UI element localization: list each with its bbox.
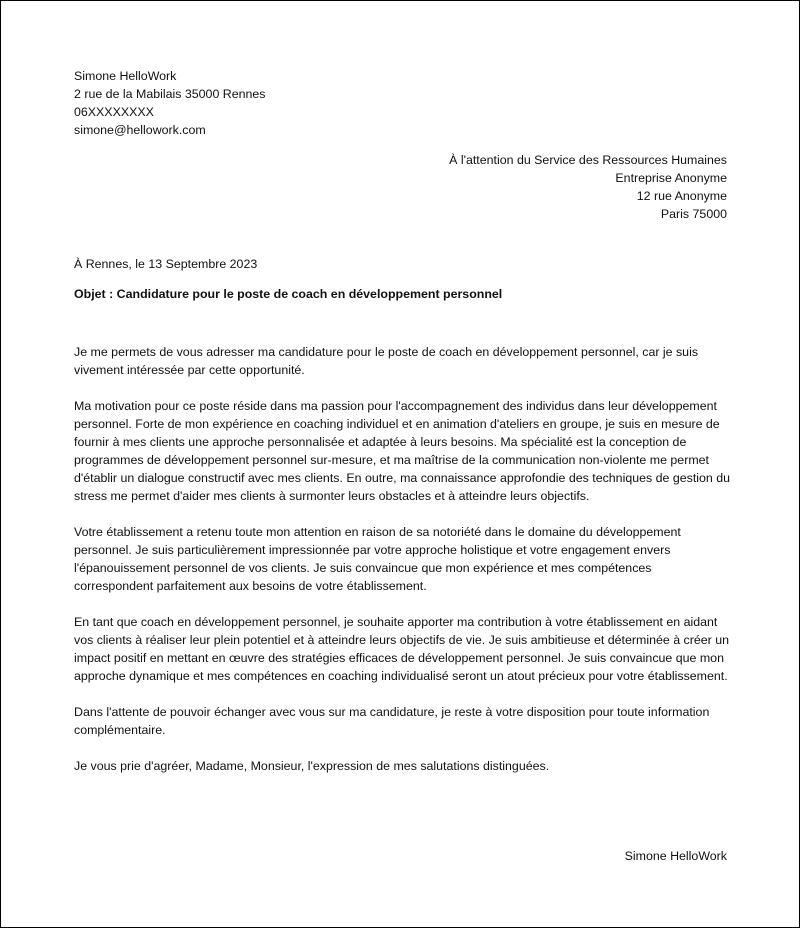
- body-paragraph: Ma motivation pour ce poste réside dans ma passion pour l'accompagnement des individus dans leur développement personnel. Forte de mon expérience en coaching individuel et en animation d'ateliers en groupe, je suis en mesure de fournir à mes clients une approche personnalisée et adaptée à leurs besoins. Ma spécialité est la conception de programmes de développement personnel sur-mesure, et ma maîtrise de la communication non-violente me permet d'établir un dialogue constructif avec mes clients. En outre, ma connaissance approfondie des techniques de gestion du stress me permet d'aider mes clients à surmonter leurs obstacles et à atteindre leurs objectifs.: [74, 399, 731, 503]
- body-paragraph: En tant que coach en développement personnel, je souhaite apporter ma contribution à votre établissement en aidant vos clients à réaliser leur plein potentiel et à atteindre leurs objectifs de vie. Je suis ambitieuse et déterminée à créer un impact positif en mettant en œuvre des stratégies efficaces de développement personnel. Je suis convaincue que mon approche dynamique et mes compétences en coaching individualisé seront un atout précieux pour votre établissement.: [74, 615, 729, 683]
- closing-paragraph: Je vous prie d'agréer, Madame, Monsieur, l'expression de mes salutations distinguées.: [74, 759, 550, 773]
- recipient-street: 12 rue Anonyme: [636, 189, 727, 203]
- sender-phone: 06XXXXXXXX: [74, 105, 154, 119]
- recipient-company: Entreprise Anonyme: [615, 171, 727, 185]
- body-paragraph: Votre établissement a retenu toute mon attention en raison de sa notoriété dans le domaine du développement personnel. Je suis particulièrement impressionnée par votre approche holistique et votre engagement envers l'épanouissement personnel de vos clients. Je suis convaincue que mon expérience et mes compétences correspondent parfaitement aux besoins de votre établissement.: [74, 525, 681, 593]
- sender-email: simone@hellowork.com: [74, 123, 206, 137]
- sender-block: [74, 67, 266, 139]
- sender-name: Simone HelloWork: [74, 69, 177, 83]
- signature: Simone HelloWork: [624, 849, 727, 863]
- subject-line: Objet : Candidature pour le poste de coach en développement personnel: [74, 287, 503, 301]
- recipient-block: [449, 151, 727, 223]
- recipient-city: Paris 75000: [660, 207, 727, 221]
- body-paragraph: Dans l'attente de pouvoir échanger avec vous sur ma candidature, je reste à votre disposition pour toute information complémentaire.: [74, 705, 710, 737]
- sender-address: 2 rue de la Mabilais 35000 Rennes: [74, 87, 266, 101]
- body-paragraph: Je me permets de vous adresser ma candidature pour le poste de coach en développement personnel, car je suis vivement intéressée par cette opportunité.: [74, 345, 699, 377]
- date-line: À Rennes, le 13 Septembre 2023: [74, 257, 258, 271]
- letter-body: [74, 343, 734, 793]
- recipient-attention: À l'attention du Service des Ressources Humaines: [449, 153, 727, 167]
